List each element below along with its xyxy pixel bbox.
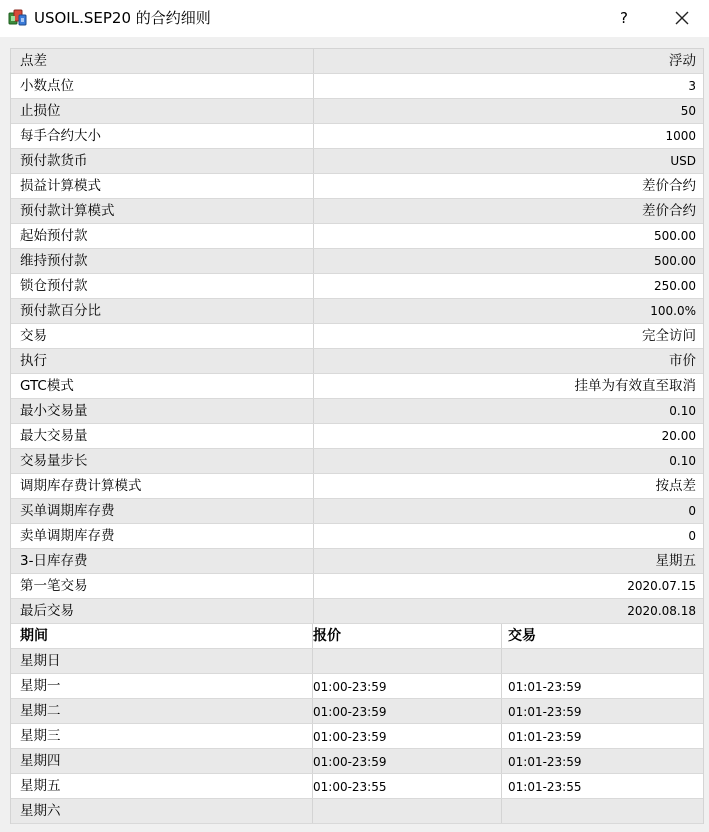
- spec-value: 星期五: [655, 553, 696, 569]
- spec-label: 买单调期库存费: [11, 499, 314, 523]
- session-quote-hours: 01:00-23:59: [313, 674, 502, 698]
- spec-row[interactable]: [11, 124, 703, 149]
- spec-value: 500.00: [654, 229, 696, 243]
- session-day: 星期六: [11, 799, 313, 823]
- session-row[interactable]: [11, 724, 703, 749]
- spec-value: 挂单为有效直至取消: [574, 378, 696, 394]
- spec-value: 500.00: [654, 254, 696, 268]
- session-row[interactable]: [11, 799, 703, 824]
- spec-value: 浮动: [669, 53, 696, 69]
- session-row[interactable]: [11, 749, 703, 774]
- spec-label: 点差: [11, 49, 314, 73]
- session-quote-hours: 01:00-23:59: [313, 749, 502, 773]
- spec-row[interactable]: [11, 449, 703, 474]
- spec-value: 50: [680, 104, 696, 118]
- session-quote-hours: 01:00-23:59: [313, 699, 502, 723]
- spec-label: GTC模式: [11, 374, 314, 398]
- spec-label: 最大交易量: [11, 424, 314, 448]
- spec-value: 按点差: [655, 478, 696, 494]
- spec-label: 锁仓预付款: [11, 274, 314, 298]
- spec-row[interactable]: [11, 424, 703, 449]
- spec-label: 交易量步长: [11, 449, 314, 473]
- spec-value: 2020.07.15: [627, 579, 696, 593]
- spec-row[interactable]: [11, 199, 703, 224]
- session-trade-hours: [508, 649, 703, 673]
- session-day: 星期三: [11, 724, 313, 748]
- spec-label: 每手合约大小: [11, 124, 314, 148]
- spec-label: 执行: [11, 349, 314, 373]
- spec-label: 预付款计算模式: [11, 199, 314, 223]
- close-icon: [674, 11, 690, 30]
- spec-label: 调期库存费计算模式: [11, 474, 314, 498]
- session-quote-hours: [313, 799, 502, 823]
- spec-row[interactable]: [11, 574, 703, 599]
- spec-value: 0: [688, 529, 696, 543]
- spec-value: 20.00: [661, 429, 696, 443]
- spec-label: 第一笔交易: [11, 574, 314, 598]
- session-row[interactable]: [11, 774, 703, 799]
- session-trade-hours: 01:01-23:59: [508, 755, 582, 769]
- spec-label: 起始预付款: [11, 224, 314, 248]
- spec-value: 2020.08.18: [627, 604, 696, 618]
- session-quote-hours: 01:00-23:55: [313, 774, 502, 798]
- spec-row[interactable]: [11, 149, 703, 174]
- spec-row[interactable]: [11, 274, 703, 299]
- spec-row[interactable]: [11, 324, 703, 349]
- spec-label: 最小交易量: [11, 399, 314, 423]
- session-day: 星期日: [11, 649, 313, 673]
- session-trade-hours: 01:01-23:59: [508, 680, 582, 694]
- spec-row[interactable]: [11, 49, 703, 74]
- spec-value: 0.10: [669, 404, 696, 418]
- spec-row[interactable]: [11, 374, 703, 399]
- session-day: 星期五: [11, 774, 313, 798]
- spec-row[interactable]: [11, 474, 703, 499]
- spec-row[interactable]: [11, 549, 703, 574]
- spec-row[interactable]: [11, 524, 703, 549]
- mt-terminal-icon: [8, 7, 28, 27]
- period-header[interactable]: 期间: [11, 624, 313, 648]
- spec-value: 250.00: [654, 279, 696, 293]
- spec-label: 损益计算模式: [11, 174, 314, 198]
- session-row[interactable]: [11, 674, 703, 699]
- spec-row[interactable]: [11, 349, 703, 374]
- spec-value: 1000: [665, 129, 696, 143]
- session-table: [11, 624, 703, 824]
- spec-value: 0.10: [669, 454, 696, 468]
- window-title: USOIL.SEP20 的合约细则: [34, 9, 211, 27]
- spec-value: 0: [688, 504, 696, 518]
- spec-value: 3: [688, 79, 696, 93]
- session-quote-hours: 01:00-23:59: [313, 724, 502, 748]
- spec-label: 预付款百分比: [11, 299, 314, 323]
- spec-label: 预付款货币: [11, 149, 314, 173]
- session-trade-hours: 01:01-23:55: [508, 780, 582, 794]
- spec-row[interactable]: [11, 299, 703, 324]
- spec-label: 3-日库存费: [11, 549, 314, 573]
- spec-value: 100.0%: [650, 304, 696, 318]
- spec-row[interactable]: [11, 174, 703, 199]
- session-trade-hours: 01:01-23:59: [508, 730, 582, 744]
- session-header-row: [11, 624, 703, 649]
- spec-value: 市价: [669, 353, 696, 369]
- help-button[interactable]: ?: [620, 9, 628, 27]
- session-day: 星期二: [11, 699, 313, 723]
- session-day: 星期一: [11, 674, 313, 698]
- spec-row[interactable]: [11, 74, 703, 99]
- spec-value: USD: [670, 154, 696, 168]
- spec-row[interactable]: [11, 599, 703, 624]
- session-day: 星期四: [11, 749, 313, 773]
- spec-label: 小数点位: [11, 74, 314, 98]
- spec-row[interactable]: [11, 99, 703, 124]
- spec-value: 差价合约: [642, 178, 696, 194]
- spec-label: 最后交易: [11, 599, 314, 623]
- title-bar: [0, 0, 709, 37]
- spec-row[interactable]: [11, 224, 703, 249]
- spec-row[interactable]: [11, 399, 703, 424]
- spec-row[interactable]: [11, 249, 703, 274]
- spec-label: 止损位: [11, 99, 314, 123]
- session-quote-hours: [313, 649, 502, 673]
- session-row[interactable]: [11, 649, 703, 674]
- session-trade-hours: [508, 799, 703, 823]
- spec-row[interactable]: [11, 499, 703, 524]
- spec-label: 交易: [11, 324, 314, 348]
- quote-header[interactable]: 报价: [313, 624, 502, 648]
- spec-value: 完全访问: [642, 328, 696, 344]
- close-button[interactable]: [664, 4, 700, 32]
- spec-list: [11, 49, 703, 624]
- spec-label: 维持预付款: [11, 249, 314, 273]
- spec-value: 差价合约: [642, 203, 696, 219]
- specification-table: [10, 48, 704, 824]
- spec-label: 卖单调期库存费: [11, 524, 314, 548]
- trade-header[interactable]: 交易: [508, 628, 536, 644]
- session-row[interactable]: [11, 699, 703, 724]
- session-trade-hours: 01:01-23:59: [508, 705, 582, 719]
